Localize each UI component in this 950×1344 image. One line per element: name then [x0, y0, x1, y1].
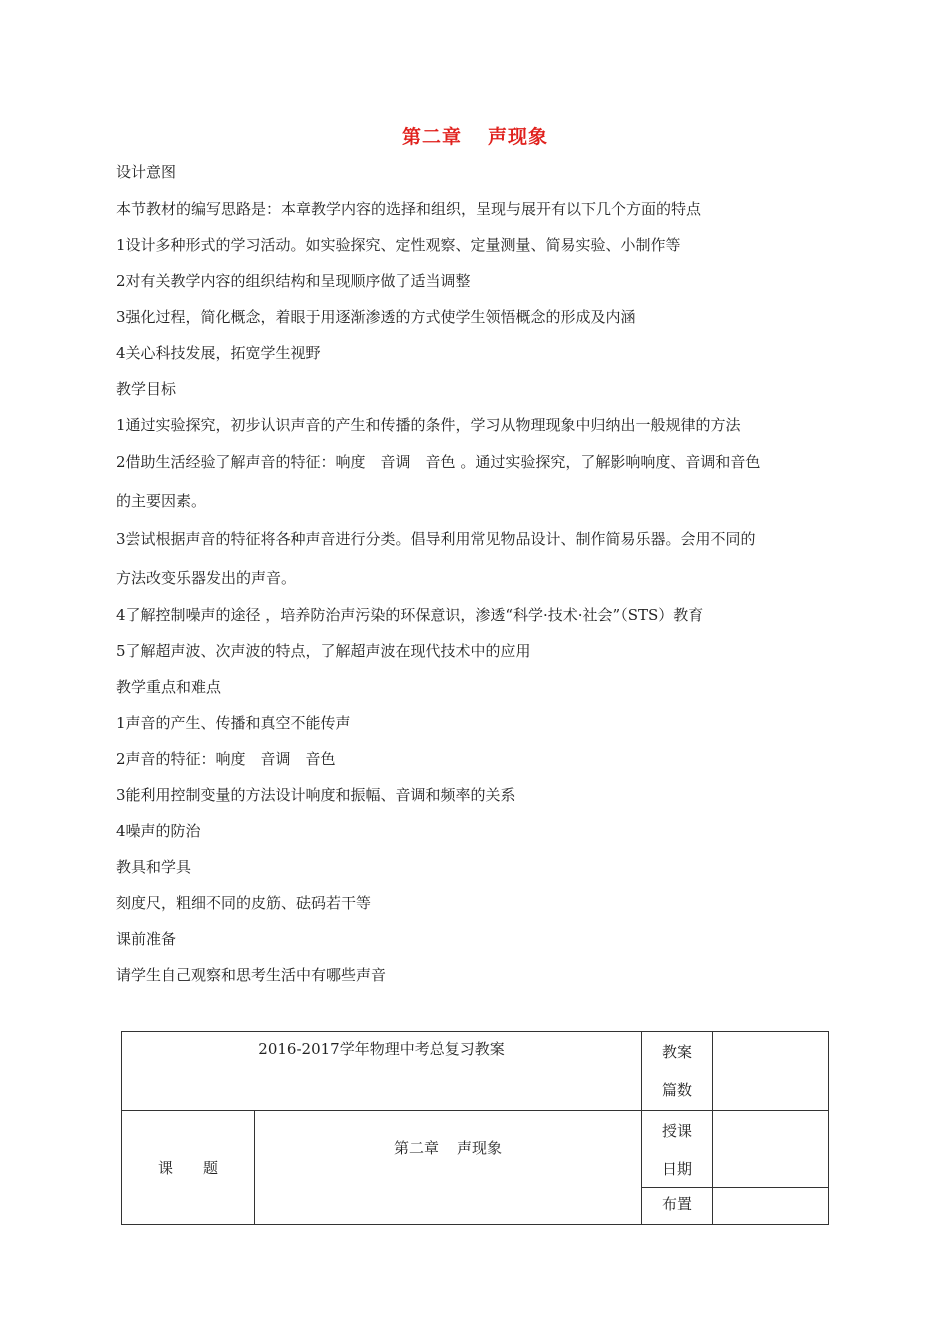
subject-label-part1: 课 [157, 1159, 173, 1177]
paragraph-line: 请学生自己观察和思考生活中有哪些声音 [116, 966, 387, 984]
paragraph-line: 2借助生活经验了解声音的特征：响度 音调 音色 。通过实验探究，了解影响响度、音调和音色 [116, 453, 761, 471]
topic-part1: 第二章 [393, 1139, 439, 1157]
paragraph-line: 3能利用控制变量的方法设计响度和振幅、音调和频率的关系 [116, 786, 516, 804]
paragraph-line: 2对有关教学内容的组织结构和呈现顺序做了适当调整 [116, 272, 471, 290]
section-heading-keypoints: 教学重点和难点 [116, 678, 222, 696]
paragraph-line: 5了解超声波、次声波的特点，了解超声波在现代技术中的应用 [116, 642, 531, 660]
assign-value-cell [713, 1188, 829, 1225]
date-value-cell [713, 1111, 829, 1188]
date-label-line1: 授课 [661, 1122, 692, 1140]
assign-label-cell [642, 1188, 713, 1225]
paragraph-line: 刻度尺，粗细不同的皮筋、砝码若干等 [116, 894, 372, 912]
chapter-number: 第二章 [401, 126, 462, 148]
paragraph-line: 的主要因素。 [116, 492, 207, 510]
assign-label: 布置 [661, 1195, 692, 1213]
paragraph-line: 1声音的产生、传播和真空不能传声 [116, 714, 351, 732]
paragraph-line: 4噪声的防治 [116, 822, 201, 840]
subject-label-part2: 题 [203, 1159, 219, 1177]
paragraph-line: 4了解控制噪声的途径 ，培养防治声污染的环保意识，渗透“科学·技术·社会”（STS）教育 [116, 606, 704, 624]
topic-part2: 声现象 [457, 1139, 503, 1157]
paragraph-line: 本节教材的编写思路是：本章教学内容的选择和组织，呈现与展开有以下几个方面的特点 [116, 200, 702, 218]
subject-label-cell [122, 1111, 255, 1225]
table-header-cell [122, 1032, 642, 1111]
topic-cell [255, 1111, 642, 1225]
paragraph-line: 方法改变乐器发出的声音。 [116, 569, 297, 587]
section-heading-goals: 教学目标 [116, 380, 177, 398]
date-label-line2: 日期 [661, 1160, 692, 1178]
paragraph-line: 1通过实验探究，初步认识声音的产生和传播的条件，学习从物理现象中归纳出一般规律的方法 [116, 416, 741, 434]
paragraph-line: 3强化过程，简化概念，着眼于用逐渐渗透的方式使学生领悟概念的形成及内涵 [116, 308, 636, 326]
count-label-cell [642, 1032, 713, 1111]
paragraph-line: 2声音的特征：响度 音调 音色 [116, 750, 336, 768]
paragraph-line: 1设计多种形式的学习活动。如实验探究、定性观察、定量测量、简易实验、小制作等 [116, 236, 681, 254]
section-heading-design: 设计意图 [116, 163, 177, 181]
lesson-info-table [121, 1031, 829, 1225]
table-header-text: 2016-2017学年物理中考总复习教案 [258, 1040, 505, 1058]
paragraph-line: 4关心科技发展，拓宽学生视野 [116, 344, 321, 362]
count-label-line2: 篇数 [661, 1081, 692, 1099]
chapter-name: 声现象 [488, 126, 549, 148]
date-label-cell [642, 1111, 713, 1188]
section-heading-prep: 课前准备 [116, 930, 177, 948]
paragraph-line: 3尝试根据声音的特征将各种声音进行分类。倡导利用常见物品设计、制作简易乐器。会用不同的 [116, 530, 756, 548]
count-label-line1: 教案 [661, 1043, 692, 1061]
count-value-cell [713, 1032, 829, 1111]
chapter-title [0, 122, 950, 149]
section-heading-tools: 教具和学具 [116, 858, 192, 876]
